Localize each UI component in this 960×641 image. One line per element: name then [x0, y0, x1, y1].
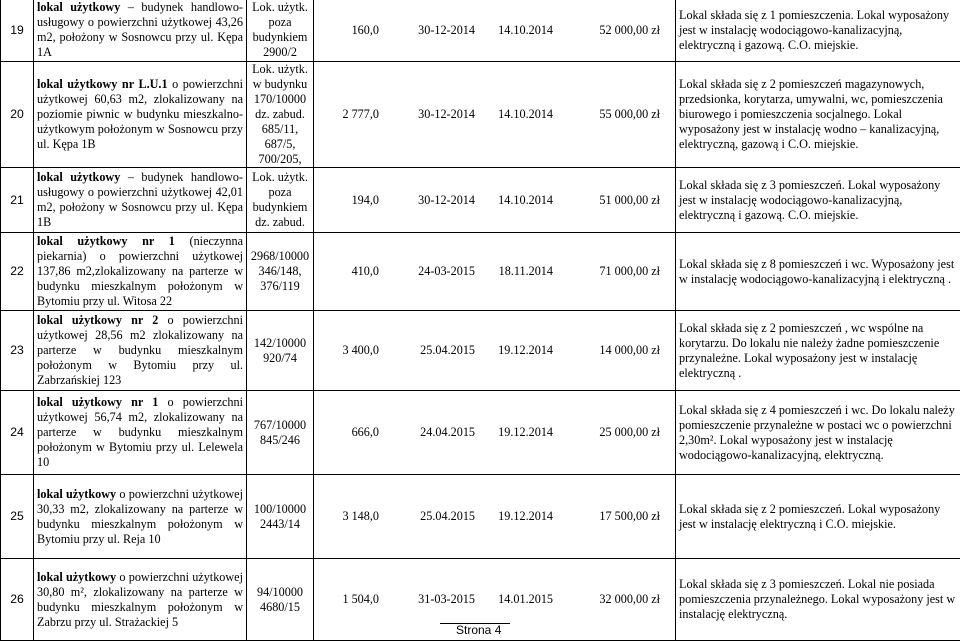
plot-area: 3 148,0: [317, 509, 379, 524]
row-number: 24: [1, 391, 34, 475]
sale-date: 25.04.2015: [379, 509, 475, 524]
appraisal-date: 19.12.2014: [475, 509, 553, 524]
price: 25 000,00 zł: [553, 425, 660, 440]
value-cells: [314, 311, 676, 391]
table-row: [1, 475, 960, 559]
plot-area: 2 777,0: [317, 107, 379, 122]
plot-area: 3 400,0: [317, 343, 379, 358]
property-description: [34, 0, 247, 62]
appraisal-date: 14.10.2014: [475, 23, 553, 38]
property-type: lokal użytkowy nr 2: [37, 313, 158, 327]
property-details: – budynek handlowo-usługowy o powierzchni użytkowej 43,26 m2, położony w Sosnowcu przy ul. Kępa 1A: [37, 0, 243, 59]
land-share: 2968/10000 346/148, 376/119: [247, 233, 314, 311]
appraisal-date: 14.10.2014: [475, 193, 553, 208]
remarks: Lokal składa się z 2 pomieszczeń , wc wspólne na korytarzu. Do lokalu nie należy żadne pomieszczenie przynależne. Lokal wyposażony jest w instalację elektryczną .: [676, 311, 960, 391]
appraisal-date: 14.01.2015: [475, 592, 553, 607]
sale-date: 30-12-2014: [379, 107, 475, 122]
land-share: Lok. użytk. w budynku 170/10000 dz. zabud. 685/11, 687/5, 700/205,: [247, 62, 314, 168]
land-share: 767/10000 845/246: [247, 391, 314, 475]
table-row: [1, 0, 960, 62]
value-cells: [314, 0, 676, 62]
sale-date: 30-12-2014: [379, 23, 475, 38]
price: 52 000,00 zł: [553, 23, 660, 38]
land-share: Lok. użytk. poza budynkiem 2900/2: [247, 0, 314, 62]
land-share: 94/10000 4680/15: [247, 559, 314, 641]
value-cells: [314, 475, 676, 559]
plot-area: 194,0: [317, 193, 379, 208]
property-type: lokal użytkowy: [37, 570, 116, 584]
row-number: 23: [1, 311, 34, 391]
row-number: 21: [1, 168, 34, 233]
price: 17 500,00 zł: [553, 509, 660, 524]
table-row: [1, 233, 960, 311]
row-number: 20: [1, 62, 34, 168]
property-type: lokal użytkowy nr 1: [37, 234, 175, 248]
table-row: [1, 62, 960, 168]
remarks: Lokal składa się z 3 pomieszczeń. Lokal wyposażony jest w instalację wodociągowo-kanalizacyjną, elektryczną i gazową. C.O. miejskie.: [676, 168, 960, 233]
plot-area: 160,0: [317, 23, 379, 38]
remarks: Lokal składa się z 2 pomieszczeń magazynowych, przedsionka, korytarza, umywalni, wc, pomieszczenia biurowego i pomieszczenia socjalnego. Lokal wyposażony jest w instalację wodno – kanalizacyjną, elektryczną, gazową i C.O. miejskie.: [676, 62, 960, 168]
property-type: lokal użytkowy nr 1: [37, 395, 158, 409]
sale-date: 24.04.2015: [379, 425, 475, 440]
property-description: [34, 233, 247, 311]
table-row: [1, 168, 960, 233]
price: 14 000,00 zł: [553, 343, 660, 358]
sale-date: 25.04.2015: [379, 343, 475, 358]
value-cells: [314, 168, 676, 233]
remarks: Lokal składa się z 3 pomieszczeń. Lokal nie posiada pomieszczenia przynależnego. Lokal wyposażony jest w instalację elektryczną.: [676, 559, 960, 641]
table-row: [1, 311, 960, 391]
page-footer: [0, 623, 960, 637]
plot-area: 666,0: [317, 425, 379, 440]
row-number: 26: [1, 559, 34, 641]
price: 51 000,00 zł: [553, 193, 660, 208]
property-description: [34, 391, 247, 475]
property-description: [34, 62, 247, 168]
row-number: 25: [1, 475, 34, 559]
property-details: – budynek handlowo-usługowy o powierzchni użytkowej 42,01 m2, położony w Sosnowcu przy ul. Kępa 1B: [37, 170, 243, 229]
remarks: Lokal składa się z 1 pomieszczenia. Lokal wyposażony jest w instalację wodociągowo-kanalizacyjną, elektryczną i gazową. C.O. miejskie.: [676, 0, 960, 62]
sale-date: 31-03-2015: [379, 592, 475, 607]
remarks: Lokal składa się z 4 pomieszczeń i wc. Do lokalu należy pomieszczenie przynależne w postaci wc o powierzchni 2,30m². Lokal wyposażony jest w instalację wodociągowo-kanalizacyjną, elektryczną.: [676, 391, 960, 475]
appraisal-date: 18.11.2014: [475, 264, 553, 279]
property-details: o powierzchni użytkowej 30,80 m², zlokalizowany na parterze w budynku mieszkalnym położonym w Zabrzu przy ul. Strażackiej 5: [37, 570, 243, 629]
property-details: (nieczynna piekarnia) o powierzchni użytkowej 137,86 m2,zlokalizowany na parterze w budynku mieszkalnym położonym w Bytomiu przy ul. Witosa 22: [37, 234, 243, 308]
remarks: Lokal składa się z 8 pomieszczeń i wc. Wyposażony jest w instalację wodociągowo-kanalizacyjną i elektryczną .: [676, 233, 960, 311]
property-type: lokal użytkowy: [37, 487, 116, 501]
property-details: o powierzchni użytkowej 28,56 m2 zlokalizowany na parterze w budynku mieszkalnym położonym w Bytomiu przy ul. Zabrzańskiej 123: [37, 313, 243, 387]
land-share: 100/10000 2443/14: [247, 475, 314, 559]
plot-area: 1 504,0: [317, 592, 379, 607]
row-number: 22: [1, 233, 34, 311]
property-description: [34, 168, 247, 233]
plot-area: 410,0: [317, 264, 379, 279]
property-details: o powierzchni użytkowej 30,33 m2, zlokalizowany na parterze w budynku mieszkalnym położonym w Bytomiu przy ul. Reja 10: [37, 487, 243, 546]
value-cells: [314, 233, 676, 311]
remarks: Lokal składa się z 2 pomieszczeń. Lokal wyposażony jest w instalację elektryczną i C.O. miejskie.: [676, 475, 960, 559]
property-details: o powierzchni użytkowej 60,63 m2, zlokalizowany na poziomie piwnic w budynku mieszkalno-użytkowym położonym w Sosnowcu przy ul. Kępa 1B: [37, 77, 243, 151]
property-description: [34, 311, 247, 391]
value-cells: [314, 391, 676, 475]
appraisal-date: 19.12.2014: [475, 425, 553, 440]
price: 32 000,00 zł: [553, 592, 660, 607]
table-body: [1, 0, 960, 641]
appraisal-date: 14.10.2014: [475, 107, 553, 122]
price: 55 000,00 zł: [553, 107, 660, 122]
table-row: [1, 391, 960, 475]
property-type: lokal użytkowy: [37, 170, 120, 184]
appraisal-date: 19.12.2014: [475, 343, 553, 358]
land-share: Lok. użytk. poza budynkiem dz. zabud.: [247, 168, 314, 233]
property-type: lokal użytkowy: [37, 0, 120, 14]
property-type: lokal użytkowy nr L.U.1: [37, 77, 168, 91]
sale-date: 24-03-2015: [379, 264, 475, 279]
price: 71 000,00 zł: [553, 264, 660, 279]
row-number: 19: [1, 0, 34, 62]
property-details: o powierzchni użytkowej 56,74 m2, zlokalizowany na parterze w budynku mieszkalnym położonym w Bytomiu przy ul. Lelewela 10: [37, 395, 243, 469]
sale-date: 30-12-2014: [379, 193, 475, 208]
land-share: 142/10000 920/74: [247, 311, 314, 391]
property-description: [34, 475, 247, 559]
page-number: Strona 4: [456, 623, 501, 637]
value-cells: [314, 62, 676, 168]
